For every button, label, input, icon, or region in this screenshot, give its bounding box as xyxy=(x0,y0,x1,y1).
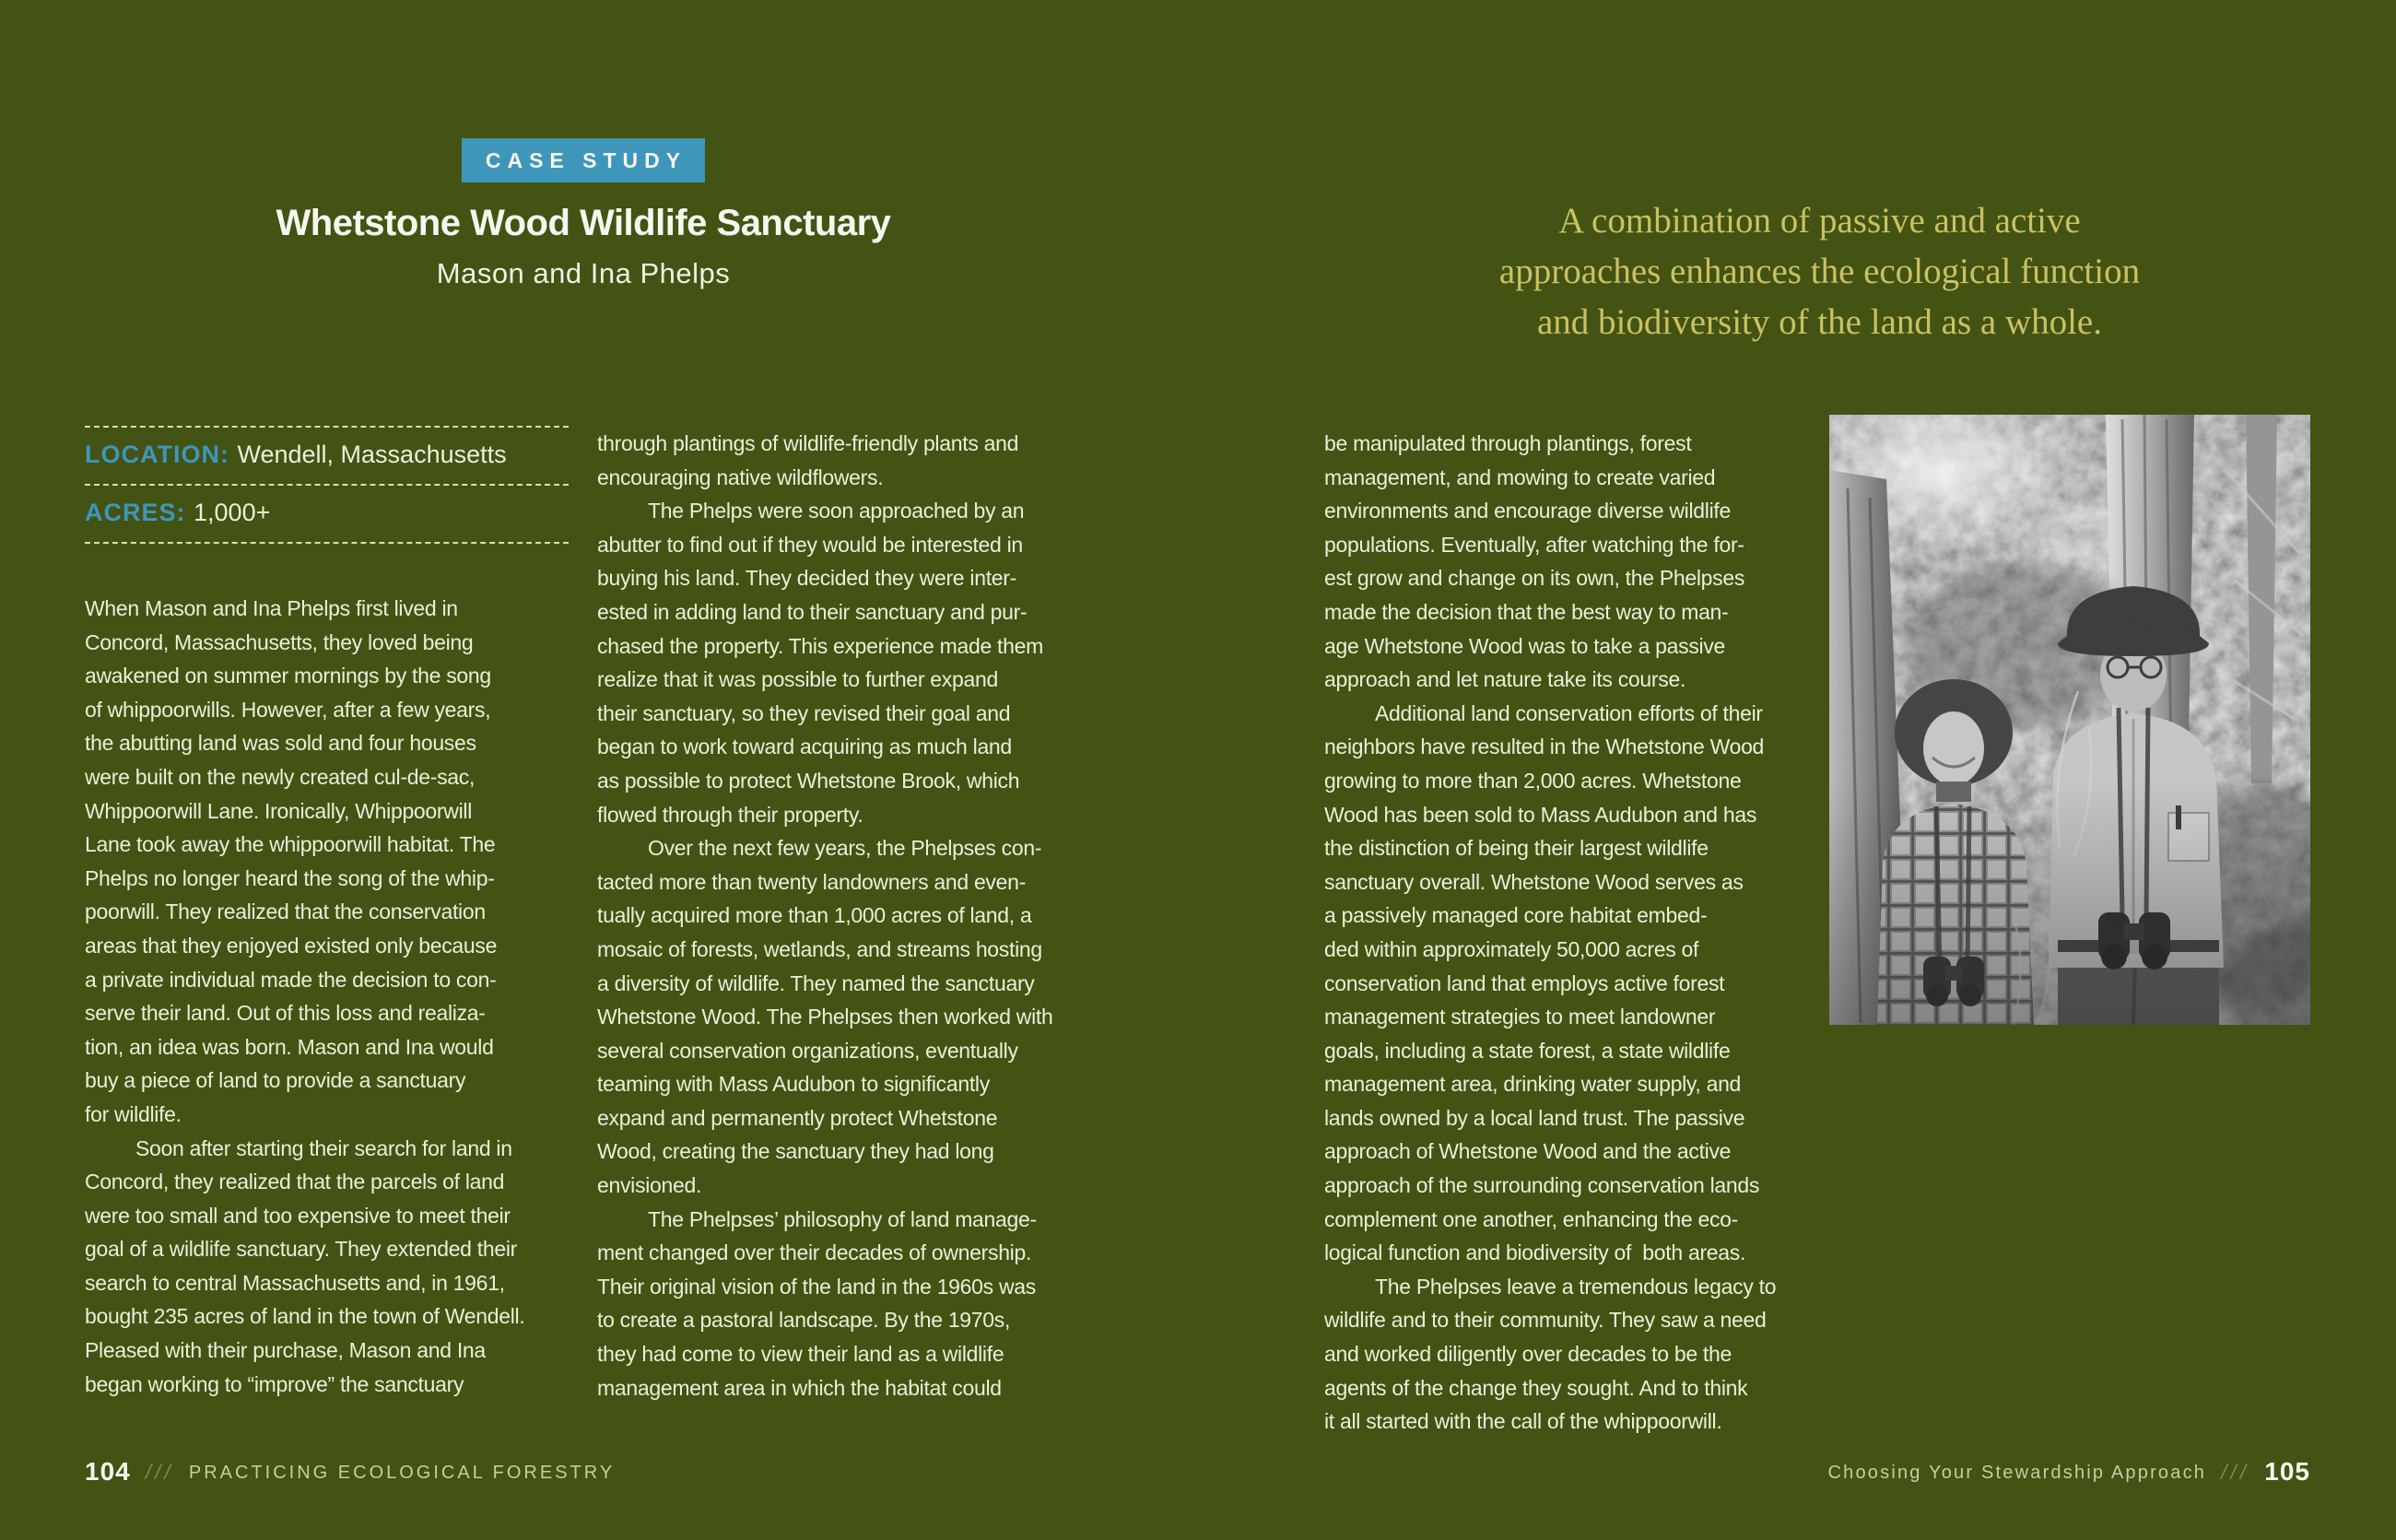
text-line: mosaic of forests, wetlands, and streams hosting xyxy=(597,936,1042,961)
text-line: the abutting land was sold and four houses xyxy=(85,731,476,756)
text-line: The Phelpses leave a tremendous legacy to xyxy=(1375,1274,1777,1299)
text-line: growing to more than 2,000 acres. Whetstone xyxy=(1324,768,1742,793)
text-line: When Mason and Ina Phelps first lived in xyxy=(85,596,458,620)
text-line: complement one another, enhancing the eco- xyxy=(1324,1206,1738,1231)
text-line: buy a piece of land to provide a sanctuary xyxy=(85,1068,466,1093)
text-line: were built on the newly created cul-de-sac, xyxy=(85,764,476,789)
text-line: The Phelpses’ philosophy of land manage- xyxy=(648,1206,1037,1231)
text-line: a private individual made the decision to con- xyxy=(85,967,497,992)
case-study-header xyxy=(83,138,1084,290)
text-line: Additional land conservation efforts of their xyxy=(1375,700,1763,725)
text-line: Pleased with their purchase, Mason and Ina xyxy=(85,1338,486,1363)
text-line: awakened on summer mornings by the song xyxy=(85,664,491,688)
text-line: approach of Whetstone Wood and the active xyxy=(1324,1139,1732,1164)
page-number-left: 104 xyxy=(85,1457,131,1486)
text-line: expand and permanently protect Whetstone xyxy=(597,1105,998,1130)
text-line: poorwill. They realized that the conservation xyxy=(85,899,486,924)
text-line: tacted more than twenty landowners and even- xyxy=(597,869,1026,894)
text-line: environments and encourage diverse wildlife xyxy=(1324,499,1731,523)
acres-label: ACRES: xyxy=(85,499,194,526)
text-line: for wildlife. xyxy=(85,1101,182,1126)
case-study-badge: CASE STUDY xyxy=(462,138,705,182)
text-line: populations. Eventually, after watching the for- xyxy=(1324,532,1744,557)
photo-mason-and-ina-phelps xyxy=(1829,415,2310,1025)
text-line: tually acquired more than 1,000 acres of land, a xyxy=(597,903,1032,928)
text-line: areas that they enjoyed existed only because xyxy=(85,933,498,958)
text-line: Over the next few years, the Phelpses con- xyxy=(648,836,1042,861)
text-line: realize that it was possible to further expand xyxy=(597,667,998,692)
text-line: serve their land. Out of this loss and realiza- xyxy=(85,1001,486,1026)
pull-quote xyxy=(1324,195,2315,347)
info-box xyxy=(85,426,569,544)
text-line: abutter to find out if they would be interested in xyxy=(597,532,1023,557)
text-line: lands owned by a local land trust. The passive xyxy=(1324,1105,1745,1130)
text-line: agents of the change they sought. And to think xyxy=(1324,1375,1748,1400)
text-line: to create a pastoral landscape. By the 1970s, xyxy=(597,1308,1011,1333)
photo-illustration xyxy=(1829,415,2310,1025)
text-line: management area, drinking water supply, and xyxy=(1324,1072,1742,1097)
text-line: Whetstone Wood. The Phelpses then worked with xyxy=(597,1005,1053,1029)
text-line: ded within approximately 50,000 acres of xyxy=(1324,936,1699,961)
text-line: it all started with the call of the whippoorwill. xyxy=(1324,1409,1722,1434)
text-line: approach and let nature take its course. xyxy=(1324,667,1686,692)
text-line: encouraging native wildflowers. xyxy=(597,464,884,489)
text-line: conservation land that employs active forest xyxy=(1324,970,1725,995)
text-line: several conservation organizations, eventually xyxy=(597,1038,1018,1063)
text-line: management area in which the habitat could xyxy=(597,1375,1002,1400)
page-title: Whetstone Wood Wildlife Sanctuary xyxy=(276,203,891,243)
text-line: management, and mowing to create varied xyxy=(1324,464,1716,489)
info-row-acres xyxy=(85,484,569,542)
text-line: management strategies to meet landowner xyxy=(1324,1005,1716,1029)
text-line: wildlife and to their community. They saw a need xyxy=(1324,1308,1767,1333)
text-line: buying his land. They decided they were inter- xyxy=(597,566,1016,591)
text-line: goal of a wildlife sanctuary. They extended their xyxy=(85,1237,518,1262)
footer-book-title: PRACTICING ECOLOGICAL FORESTRY xyxy=(188,1463,616,1483)
text-line: Soon after starting their search for land in xyxy=(135,1135,512,1160)
text-line: age Whetstone Wood was to take a passive xyxy=(1324,633,1726,658)
body-column-1 xyxy=(85,592,587,1401)
text-line: goals, including a state forest, a state wildlife xyxy=(1324,1038,1731,1063)
footer-chapter-title: Choosing Your Stewardship Approach xyxy=(1827,1463,2207,1483)
text-line: Phelps no longer heard the song of the whip- xyxy=(85,865,495,890)
info-row-location xyxy=(85,426,569,484)
text-line: be manipulated through plantings, forest xyxy=(1324,431,1692,455)
text-line: neighbors have resulted in the Whetstone Wood xyxy=(1324,735,1765,759)
text-line: A combination of passive and active xyxy=(1558,201,2081,241)
text-line: logical function and biodiversity of both areas. xyxy=(1324,1240,1746,1265)
text-line: began working to “improve” the sanctuary xyxy=(85,1371,464,1396)
text-line: teaming with Mass Audubon to significantly xyxy=(597,1072,990,1097)
location-label: LOCATION: xyxy=(85,441,238,468)
text-line: and biodiversity of the land as a whole. xyxy=(1536,302,2102,342)
footer-slashes-icon: /// xyxy=(145,1460,174,1484)
text-line: Their original vision of the land in the 1960s was xyxy=(597,1274,1036,1299)
page-subtitle: Mason and Ina Phelps xyxy=(436,257,731,289)
text-line: approaches enhances the ecological function xyxy=(1498,252,2141,291)
text-line: Lane took away the whippoorwill habitat. The xyxy=(85,832,496,857)
body-column-3 xyxy=(1324,427,1826,1439)
text-line: The Phelps were soon approached by an xyxy=(648,499,1025,523)
text-line: the distinction of being their largest wildlife xyxy=(1324,836,1709,861)
text-line: began to work toward acquiring as much land xyxy=(597,735,1012,759)
text-line: were too small and too expensive to meet their xyxy=(85,1203,511,1228)
text-line: their sanctuary, so they revised their goal and xyxy=(597,700,1011,725)
page-number-right: 105 xyxy=(2264,1457,2310,1486)
text-line: Whippoorwill Lane. Ironically, Whippoorwill xyxy=(85,798,473,823)
text-line: through plantings of wildlife-friendly plants and xyxy=(597,431,1019,455)
text-line: a passively managed core habitat embed- xyxy=(1324,903,1708,928)
text-line: search to central Massachusetts and, in 1961, xyxy=(85,1270,505,1295)
text-line: and worked diligently over decades to be the xyxy=(1324,1342,1732,1367)
text-line: ment changed over their decades of ownership. xyxy=(597,1240,1032,1265)
text-line: made the decision that the best way to man- xyxy=(1324,599,1729,624)
text-line: Wood, creating the sanctuary they had long xyxy=(597,1139,994,1164)
body-column-2 xyxy=(597,427,1099,1405)
text-line: approach of the surrounding conservation lands xyxy=(1324,1173,1760,1198)
footer-slashes-icon: /// xyxy=(2221,1460,2250,1484)
text-line: Wood has been sold to Mass Audubon and has xyxy=(1324,802,1757,827)
text-line: Concord, Massachusetts, they loved being xyxy=(85,629,474,654)
text-line: a diversity of wildlife. They named the sanctuary xyxy=(597,970,1035,995)
text-line: as possible to protect Whetstone Brook, which xyxy=(597,768,1020,793)
text-line: envisioned. xyxy=(597,1173,702,1198)
text-line: tion, an idea was born. Mason and Ina would xyxy=(85,1034,494,1059)
footer-right xyxy=(1324,1457,2310,1487)
text-line: flowed through their property. xyxy=(597,802,863,827)
text-line: bought 235 acres of land in the town of Wendell. xyxy=(85,1304,525,1329)
footer-left xyxy=(85,1457,615,1487)
text-line: est grow and change on its own, the Phelpses xyxy=(1324,566,1745,591)
text-line: Concord, they realized that the parcels of land xyxy=(85,1170,505,1194)
text-line: chased the property. This experience made them xyxy=(597,633,1043,658)
location-value: Wendell, Massachusetts xyxy=(237,441,507,468)
acres-value: 1,000+ xyxy=(194,499,271,526)
text-line: of whippoorwills. However, after a few years, xyxy=(85,697,491,722)
text-line: sanctuary overall. Whetstone Wood serves as xyxy=(1324,869,1744,894)
text-line: ested in adding land to their sanctuary and pur- xyxy=(597,599,1028,624)
text-line: they had come to view their land as a wildlife xyxy=(597,1342,1004,1367)
